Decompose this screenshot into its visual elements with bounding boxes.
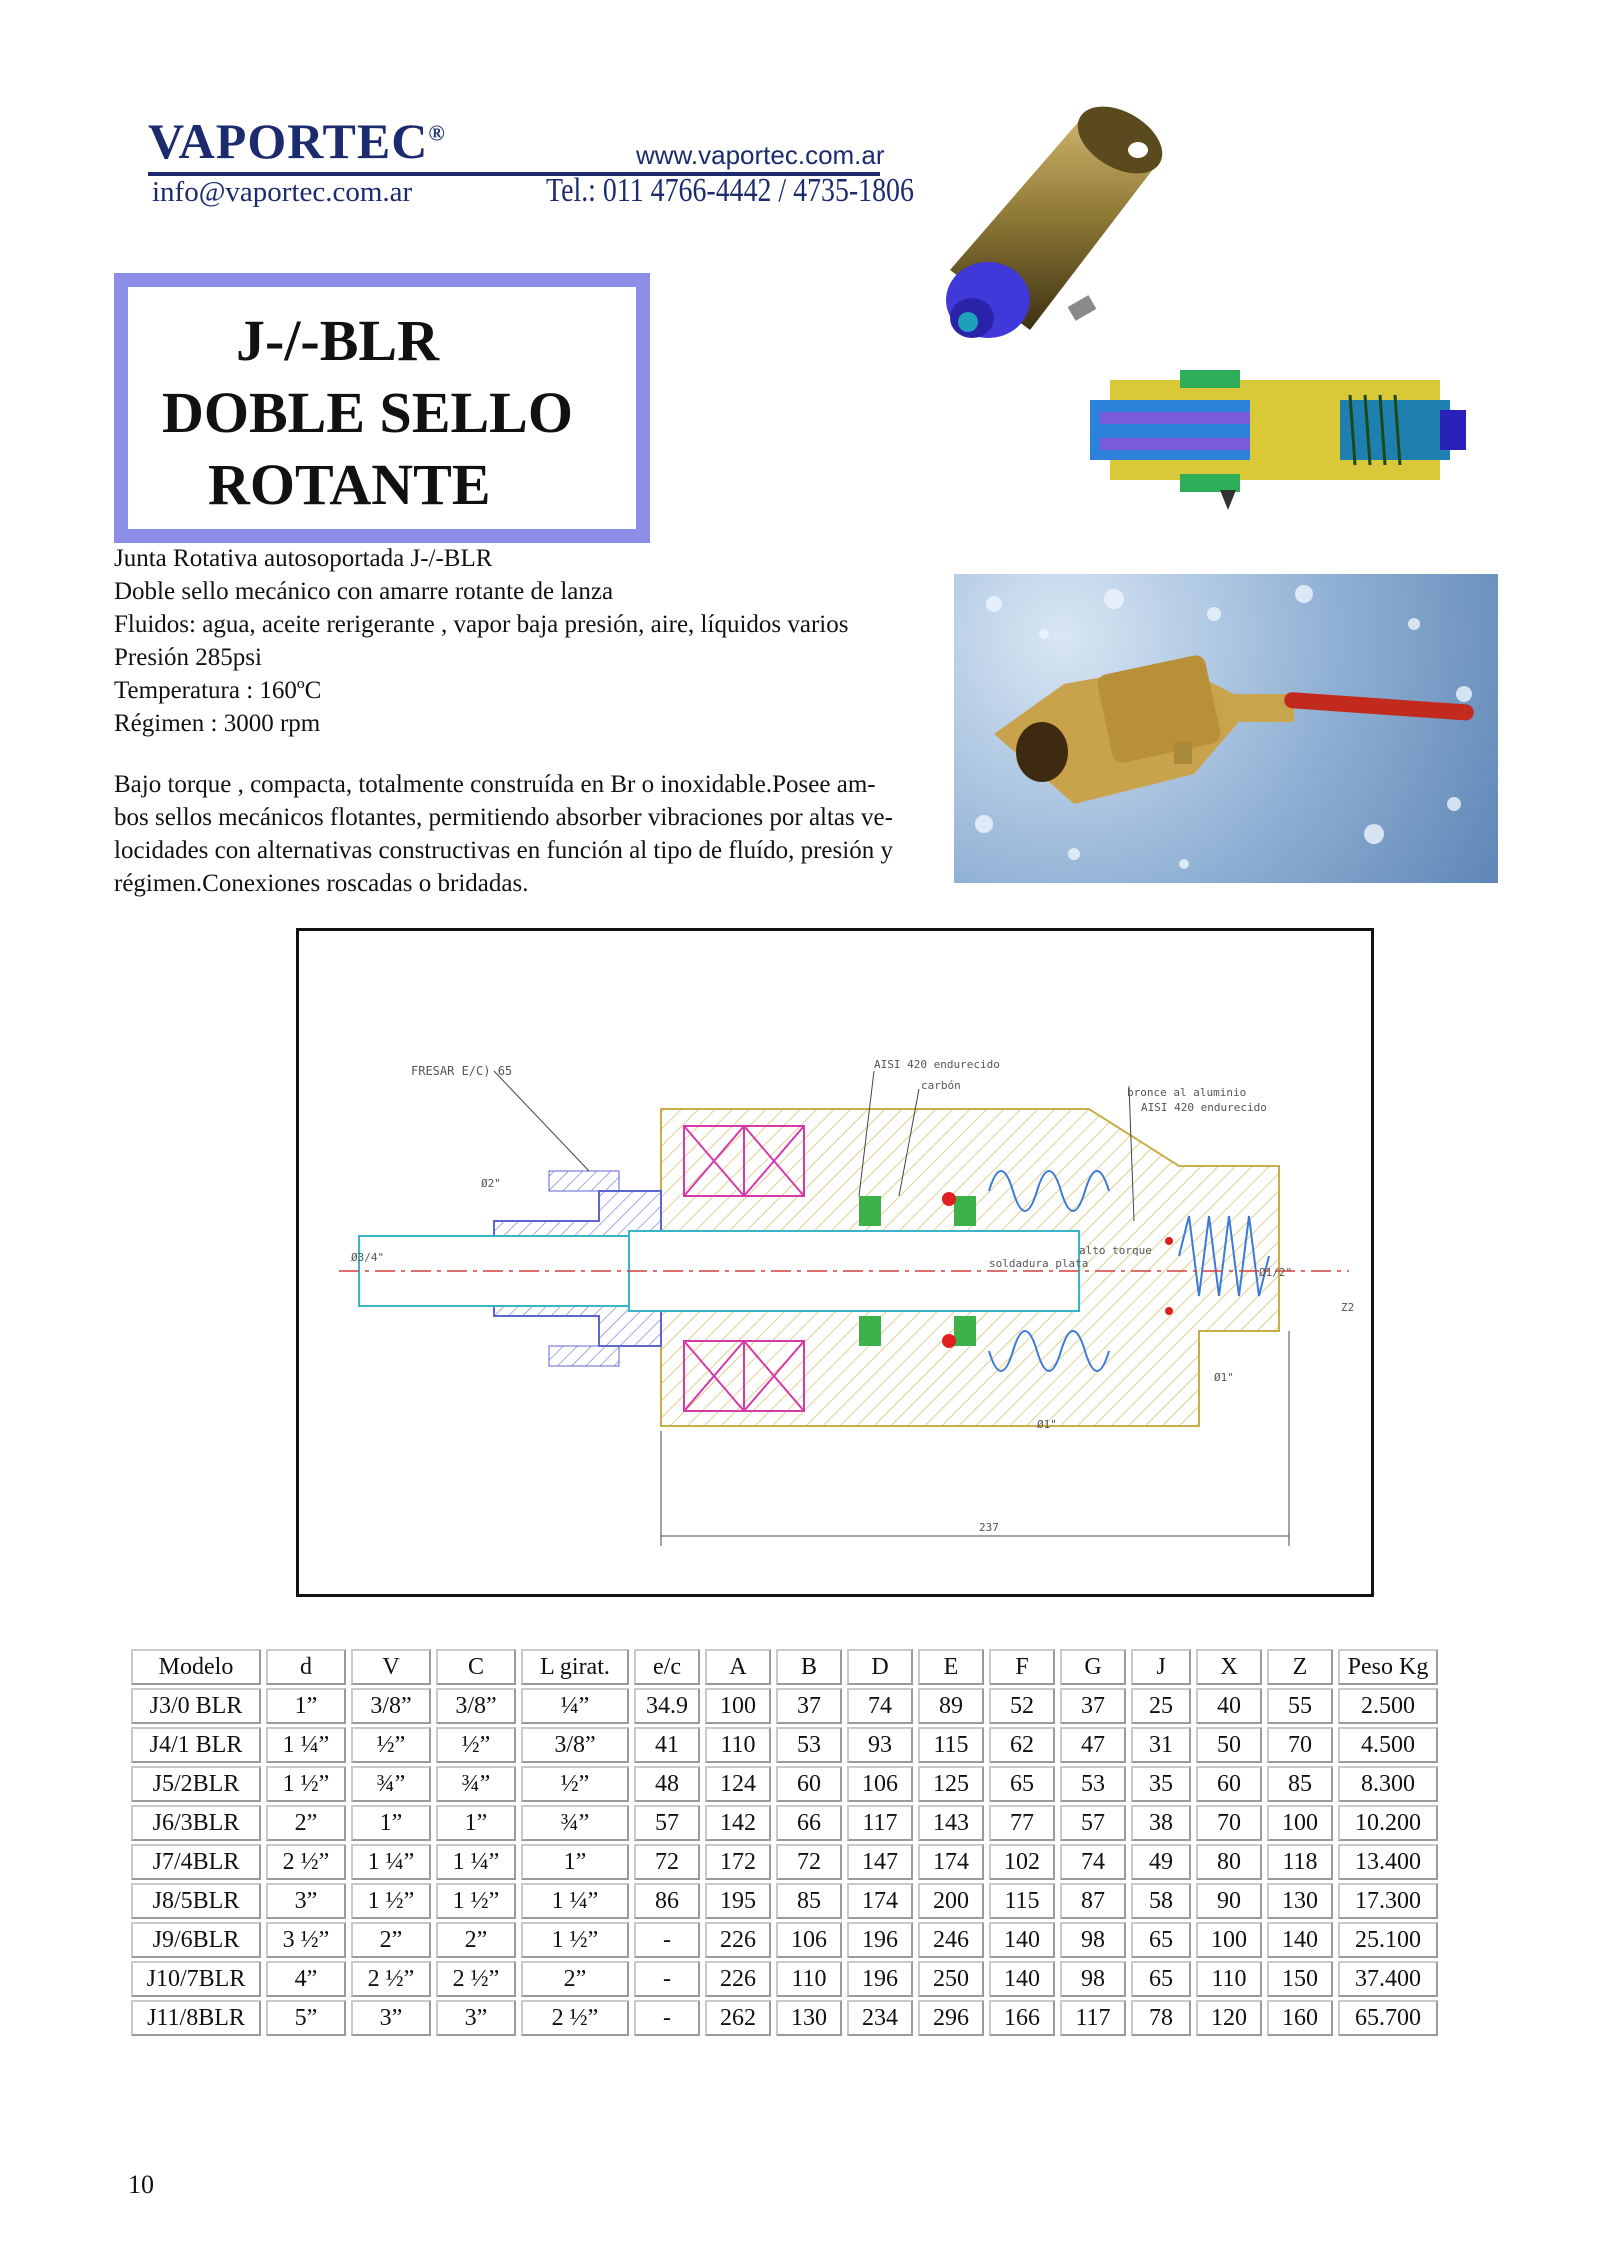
table-row	[131, 1688, 1438, 1724]
table-cell: 77	[989, 1805, 1055, 1841]
table-cell: 118	[1267, 1844, 1333, 1880]
title-line-2: DOBLE SELLO	[162, 380, 573, 445]
drawing-label: Z2	[1341, 1301, 1355, 1314]
table-cell: 72	[634, 1844, 700, 1880]
table-cell: -	[634, 1922, 700, 1958]
table-cell: 1 ½”	[436, 1883, 516, 1919]
table-cell: 60	[776, 1766, 842, 1802]
table-cell: 115	[989, 1883, 1055, 1919]
drawing-label: 237	[979, 1521, 999, 1534]
table-cell: 4.500	[1338, 1727, 1438, 1763]
model-cell: J10/7BLR	[131, 1961, 261, 1997]
table-cell: 31	[1131, 1727, 1191, 1763]
para-line: locidades con alternativas constructivas en función al tipo de fluído, presión y	[114, 837, 893, 864]
table-cell: 3 ½”	[266, 1922, 346, 1958]
cross-section-color	[1090, 350, 1490, 510]
model-cell: J4/1 BLR	[131, 1727, 261, 1763]
table-cell: 226	[705, 1922, 771, 1958]
table-cell: 1 ¼”	[521, 1883, 629, 1919]
table-cell: 47	[1060, 1727, 1126, 1763]
table-header-cell: Z	[1267, 1649, 1333, 1685]
model-cell: J8/5BLR	[131, 1883, 261, 1919]
table-cell: 124	[705, 1766, 771, 1802]
table-cell: 3”	[436, 2000, 516, 2036]
drawing-label: Ø3/4"	[351, 1251, 385, 1264]
table-cell: 57	[634, 1805, 700, 1841]
website-link[interactable]: www.vaportec.com.ar	[636, 140, 885, 170]
table-cell: 262	[705, 2000, 771, 2036]
para-line: bos sellos mecánicos flotantes, permitiendo absorber vibraciones por altas ve-	[114, 804, 893, 831]
table-cell: 25.100	[1338, 1922, 1438, 1958]
desc-line: Temperatura : 160ºC	[114, 677, 322, 704]
table-cell: ½”	[436, 1727, 516, 1763]
table-cell: 2”	[521, 1961, 629, 1997]
table-cell: 48	[634, 1766, 700, 1802]
table-cell: 2 ½”	[351, 1961, 431, 1997]
model-cell: J5/2BLR	[131, 1766, 261, 1802]
table-cell: 89	[918, 1688, 984, 1724]
table-cell: 35	[1131, 1766, 1191, 1802]
table-cell: 93	[847, 1727, 913, 1763]
para-line: Bajo torque , compacta, totalmente construída en Br o inoxidable.Posee am-	[114, 771, 876, 798]
table-cell: 55	[1267, 1688, 1333, 1724]
drawing-label: bronce al aluminio	[1127, 1086, 1247, 1099]
table-cell: 100	[705, 1688, 771, 1724]
table-cell: 200	[918, 1883, 984, 1919]
table-header-row	[131, 1649, 1438, 1685]
table-cell: 53	[1060, 1766, 1126, 1802]
model-cell: J11/8BLR	[131, 2000, 261, 2036]
table-cell: 98	[1060, 1922, 1126, 1958]
table-cell: 1 ¼”	[351, 1844, 431, 1880]
table-cell: 85	[776, 1883, 842, 1919]
table-cell: 174	[847, 1883, 913, 1919]
table-cell: 66	[776, 1805, 842, 1841]
model-cell: J3/0 BLR	[131, 1688, 261, 1724]
table-cell: 10.200	[1338, 1805, 1438, 1841]
table-cell: 226	[705, 1961, 771, 1997]
table-cell: 296	[918, 2000, 984, 2036]
desc-line: Fluidos: agua, aceite rerigerante , vapor baja presión, aire, líquidos varios	[114, 611, 849, 638]
table-cell: 1 ¼”	[436, 1844, 516, 1880]
drawing-label: Ø2"	[481, 1177, 501, 1190]
table-cell: 1”	[351, 1805, 431, 1841]
table-header-cell: V	[351, 1649, 431, 1685]
table-cell: 125	[918, 1766, 984, 1802]
table-cell: 1 ½”	[351, 1883, 431, 1919]
table-cell: 246	[918, 1922, 984, 1958]
email-link[interactable]: info@vaportec.com.ar	[152, 176, 413, 208]
table-header-cell: Modelo	[131, 1649, 261, 1685]
table-row	[131, 2000, 1438, 2036]
title-box	[114, 273, 650, 543]
table-cell: 140	[1267, 1922, 1333, 1958]
table-cell: 2 ½”	[266, 1844, 346, 1880]
table-cell: 117	[847, 1805, 913, 1841]
table-cell: 70	[1267, 1727, 1333, 1763]
table-row	[131, 1844, 1438, 1880]
table-cell: 3/8”	[351, 1688, 431, 1724]
table-cell: 140	[989, 1922, 1055, 1958]
drawing-label: Ø1"	[1214, 1371, 1234, 1384]
table-cell: 3”	[266, 1883, 346, 1919]
table-cell: 166	[989, 2000, 1055, 2036]
table-cell: 1”	[436, 1805, 516, 1841]
table-cell: ¾”	[521, 1805, 629, 1841]
table-cell: 13.400	[1338, 1844, 1438, 1880]
model-cell: J7/4BLR	[131, 1844, 261, 1880]
table-cell: 196	[847, 1961, 913, 1997]
table-cell: 57	[1060, 1805, 1126, 1841]
model-cell: J9/6BLR	[131, 1922, 261, 1958]
table-cell: 100	[1267, 1805, 1333, 1841]
table-cell: 160	[1267, 2000, 1333, 2036]
table-cell: 2”	[436, 1922, 516, 1958]
table-cell: 8.300	[1338, 1766, 1438, 1802]
table-cell: 49	[1131, 1844, 1191, 1880]
table-cell: ¾”	[351, 1766, 431, 1802]
table-row	[131, 1922, 1438, 1958]
table-cell: 110	[1196, 1961, 1262, 1997]
table-cell: 90	[1196, 1883, 1262, 1919]
table-cell: 172	[705, 1844, 771, 1880]
table-cell: 142	[705, 1805, 771, 1841]
table-header-cell: G	[1060, 1649, 1126, 1685]
table-cell: 117	[1060, 2000, 1126, 2036]
table-cell: 2 ½”	[436, 1961, 516, 1997]
table-header-cell: J	[1131, 1649, 1191, 1685]
table-cell: 70	[1196, 1805, 1262, 1841]
table-cell: 74	[1060, 1844, 1126, 1880]
title-line-1: J-/-BLR	[236, 308, 439, 373]
drawing-label: Ø1"	[1037, 1418, 1057, 1431]
table-cell: 2”	[266, 1805, 346, 1841]
table-body	[131, 1688, 1438, 2036]
table-header-cell: e/c	[634, 1649, 700, 1685]
desc-line: Doble sello mecánico con amarre rotante de lanza	[114, 578, 614, 605]
table-cell: 1”	[521, 1844, 629, 1880]
table-header-cell: B	[776, 1649, 842, 1685]
table-cell: 150	[1267, 1961, 1333, 1997]
desc-line: Régimen : 3000 rpm	[114, 710, 321, 737]
table-cell: 106	[847, 1766, 913, 1802]
table-header-cell: C	[436, 1649, 516, 1685]
table-cell: 38	[1131, 1805, 1191, 1841]
table-cell: 74	[847, 1688, 913, 1724]
page-number: 10	[128, 2170, 154, 2199]
table-cell: 147	[847, 1844, 913, 1880]
table-cell: 1 ½”	[266, 1766, 346, 1802]
table-cell: 110	[776, 1961, 842, 1997]
table-cell: 130	[1267, 1883, 1333, 1919]
technical-drawing	[296, 928, 1374, 1597]
table-row	[131, 1961, 1438, 1997]
table-header-cell: A	[705, 1649, 771, 1685]
table-cell: 65	[1131, 1922, 1191, 1958]
drawing-label: soldadura plata	[989, 1257, 1089, 1270]
phone-number: Tel.: 011 4766-4442 / 4735-1806	[546, 172, 914, 209]
table-cell: 4”	[266, 1961, 346, 1997]
table-cell: 72	[776, 1844, 842, 1880]
table-cell: 86	[634, 1883, 700, 1919]
table-cell: 174	[918, 1844, 984, 1880]
table-cell: 65.700	[1338, 2000, 1438, 2036]
table-cell: 5”	[266, 2000, 346, 2036]
table-cell: 196	[847, 1922, 913, 1958]
table-cell: 58	[1131, 1883, 1191, 1919]
table-cell: 3/8”	[436, 1688, 516, 1724]
table-cell: 37.400	[1338, 1961, 1438, 1997]
table-cell: 87	[1060, 1883, 1126, 1919]
table-cell: 41	[634, 1727, 700, 1763]
table-cell: 40	[1196, 1688, 1262, 1724]
table-cell: 195	[705, 1883, 771, 1919]
table-row	[131, 1883, 1438, 1919]
table-cell: 53	[776, 1727, 842, 1763]
title-line-3: ROTANTE	[208, 452, 491, 517]
table-header-cell: d	[266, 1649, 346, 1685]
drawing-label: Ø1/2"	[1259, 1266, 1293, 1279]
table-row	[131, 1805, 1438, 1841]
table-cell: -	[634, 2000, 700, 2036]
table-cell: 1”	[266, 1688, 346, 1724]
table-cell: 62	[989, 1727, 1055, 1763]
table-cell: 52	[989, 1688, 1055, 1724]
table-row	[131, 1727, 1438, 1763]
brand-logo: VAPORTEC®	[148, 113, 446, 169]
table-cell: 98	[1060, 1961, 1126, 1997]
table-cell: 250	[918, 1961, 984, 1997]
table-cell: 65	[1131, 1961, 1191, 1997]
table-cell: 115	[918, 1727, 984, 1763]
table-cell: 37	[1060, 1688, 1126, 1724]
table-header-cell: X	[1196, 1649, 1262, 1685]
table-cell: 80	[1196, 1844, 1262, 1880]
table-cell: 34.9	[634, 1688, 700, 1724]
table-cell: 1 ¼”	[266, 1727, 346, 1763]
table-cell: 2 ½”	[521, 2000, 629, 2036]
table-cell: 50	[1196, 1727, 1262, 1763]
table-header-cell: L girat.	[521, 1649, 629, 1685]
drawing-label: carbón	[921, 1079, 961, 1092]
table-cell: 130	[776, 2000, 842, 2036]
table-cell: 140	[989, 1961, 1055, 1997]
table-header-cell: F	[989, 1649, 1055, 1685]
table-header-cell: Peso Kg	[1338, 1649, 1438, 1685]
table-cell: 120	[1196, 2000, 1262, 2036]
table-header-cell: D	[847, 1649, 913, 1685]
table-cell: ½”	[351, 1727, 431, 1763]
spec-description	[114, 542, 954, 740]
table-cell: 143	[918, 1805, 984, 1841]
table-cell: 17.300	[1338, 1883, 1438, 1919]
drawing-label: AISI 420 endurecido	[1141, 1101, 1267, 1114]
desc-line: Presión 285psi	[114, 644, 262, 671]
table-cell: 110	[705, 1727, 771, 1763]
table-cell: -	[634, 1961, 700, 1997]
table-cell: 78	[1131, 2000, 1191, 2036]
drawing-label: FRESAR E/C) 65	[411, 1064, 513, 1078]
table-cell: 3/8”	[521, 1727, 629, 1763]
table-cell: 3”	[351, 2000, 431, 2036]
drawing-label: AISI 420 endurecido	[874, 1058, 1000, 1071]
table-cell: 100	[1196, 1922, 1262, 1958]
drawing-label: alto torque	[1079, 1244, 1152, 1257]
table-cell: 2”	[351, 1922, 431, 1958]
table-cell: 65	[989, 1766, 1055, 1802]
table-cell: 25	[1131, 1688, 1191, 1724]
table-cell: 37	[776, 1688, 842, 1724]
desc-line: Junta Rotativa autosoportada J-/-BLR	[114, 545, 493, 572]
table-row	[131, 1766, 1438, 1802]
specs-table	[126, 1646, 1443, 2039]
table-cell: ¾”	[436, 1766, 516, 1802]
table-cell: 1 ½”	[521, 1922, 629, 1958]
table-cell: 60	[1196, 1766, 1262, 1802]
product-photo-water	[954, 574, 1498, 883]
table-cell: ½”	[521, 1766, 629, 1802]
table-cell: 106	[776, 1922, 842, 1958]
table-cell: ¼”	[521, 1688, 629, 1724]
table-cell: 102	[989, 1844, 1055, 1880]
model-cell: J6/3BLR	[131, 1805, 261, 1841]
para-line: régimen.Conexiones roscadas o bridadas.	[114, 870, 529, 897]
table-header-cell: E	[918, 1649, 984, 1685]
table-cell: 234	[847, 2000, 913, 2036]
table-cell: 85	[1267, 1766, 1333, 1802]
table-cell: 2.500	[1338, 1688, 1438, 1724]
feature-paragraph	[114, 768, 944, 900]
